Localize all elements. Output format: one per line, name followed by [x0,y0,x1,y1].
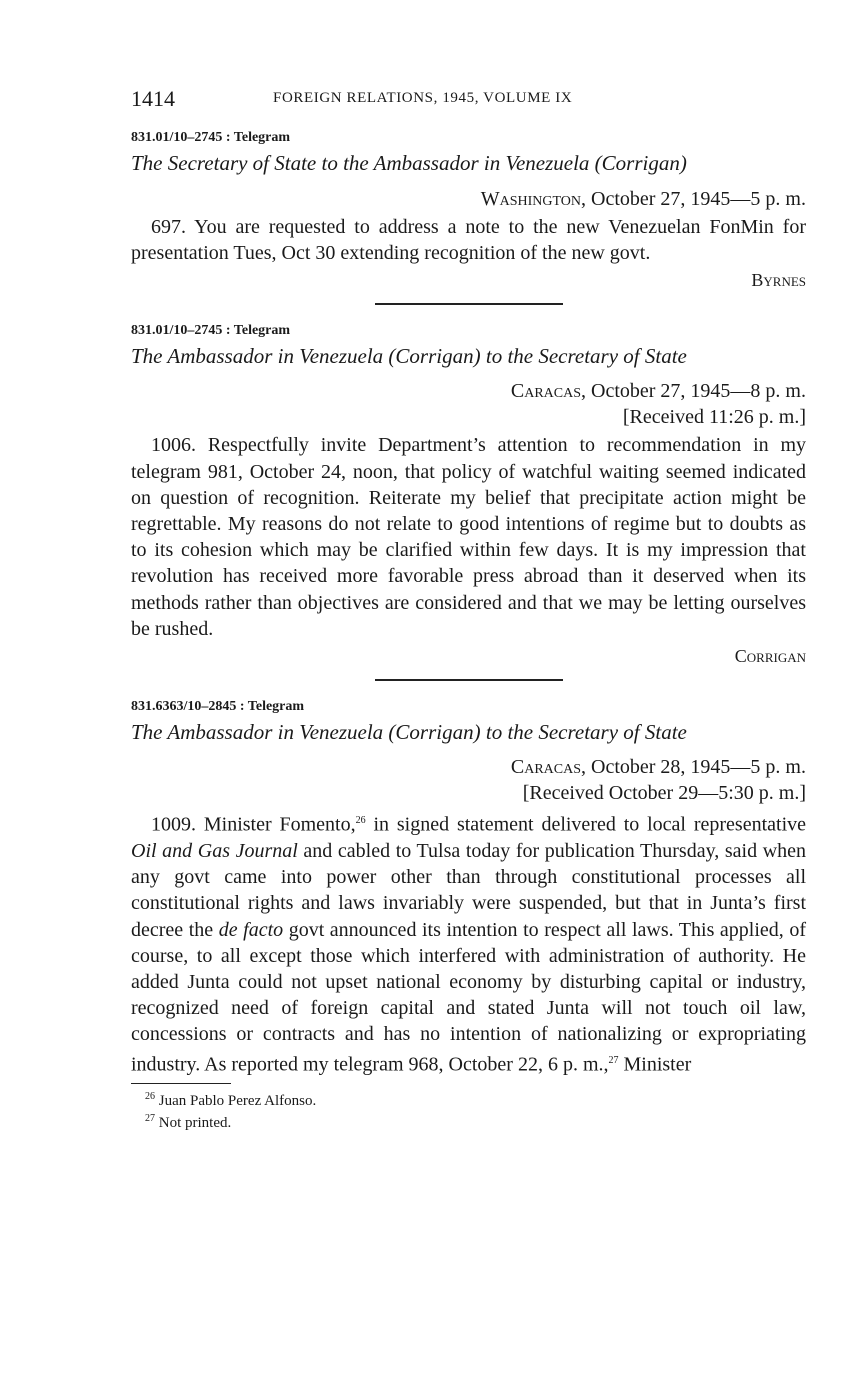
received-note: [Received October 29—5:30 p. m.] [522,782,806,805]
footnote-divider [131,1083,231,1084]
footnote-text: Not printed. [155,1115,232,1132]
dateline-place: Caracas [510,380,582,403]
document-1009 [131,699,806,1077]
signature: Corrigan [734,646,806,667]
document-1006 [131,323,806,681]
document-file-number: 831.01/10–2745 : Telegram [131,323,291,339]
footnote-text: Juan Pablo Perez Alfonso. [155,1093,317,1110]
text-run: and cabled to Tulsa today for publication Thursday, said when any govt came into power other than through constitutional processes all constitutional rights and laws invariably were suspended, but that in Junta’s first decree the [131,839,807,941]
text-run: in signed statement delivered to local representative [365,813,807,836]
dateline [131,378,806,404]
dateline-place: Washington [480,188,582,210]
dateline [131,754,806,780]
page [131,84,806,1132]
document-title: The Ambassador in Venezuela (Corrigan) to the Secretary of State [131,720,687,745]
dateline [131,186,806,212]
dateline-date: , October 27, 1945—5 p. m. [581,188,806,210]
text-run: Minister [618,1053,692,1076]
signature: Byrnes [751,270,806,291]
document-title: The Secretary of State to the Ambassador in Venezuela (Corrigan) [131,151,687,175]
text-run: 1009. Minister Fomento, [151,813,356,836]
dateline-date: , October 27, 1945—8 p. m. [581,380,806,403]
latin-term: de facto [218,918,284,941]
dateline-place: Caracas [510,756,582,779]
section-divider [375,303,563,305]
footnote-ref: 26 [355,815,366,827]
document-file-number: 831.6363/10–2845 : Telegram [131,699,305,715]
footnote-ref: 27 [608,1054,619,1066]
footnote-mark: 27 [145,1113,155,1125]
document-title: The Ambassador in Venezuela (Corrigan) to the Secretary of State [131,344,687,369]
running-title: FOREIGN RELATIONS, 1945, VOLUME IX [273,90,573,106]
section-divider [375,679,563,681]
text-run: govt announced its intention to respect all laws. This applied, of course, to all except those which interfered with administration of authority. He added Junta could not upset national economy by disturbing capital or industry, recognized need of foreign capital and stated Junta will not touch oil law, concessions or contracts and has no intention of nationalizing or expropriating industry. As reported my telegram 968, October 22, 6 p. m., [131,918,806,1076]
telegram-text: 1006. Respectfully invite Department’s attention to recommendation in my telegram 981, October 24, noon, that policy of watchful waiting seemed indicated on question of recognition. Reiterate my belief that precipitate action might be regrettable. My reasons do not relate to good intentions of regime but to doubts as to its cohesion which may be clarified within few days. It is my impression that revolution has received more favorable press abroad than it deserved when its methods rather than objectives are considered and that we may be letting ourselves be rushed. [131,434,806,640]
page-header [131,84,806,114]
document-697 [131,130,806,305]
footnote [145,1088,806,1110]
dateline-date: , October 28, 1945—5 p. m. [581,756,806,779]
footnote [145,1110,806,1132]
telegram-text: 697. You are requested to address a note to the new Venezuelan FonMin for presentation Tues, Oct 30 extending recognition of the new govt. [131,216,806,265]
publication-title: Oil and Gas Journal [131,839,298,862]
page-number: 1414 [131,86,175,111]
document-file-number: 831.01/10–2745 : Telegram [131,130,291,145]
footnote-mark: 26 [145,1091,155,1103]
telegram-text [131,808,806,1077]
received-note: [Received 11:26 p. m.] [622,406,806,429]
